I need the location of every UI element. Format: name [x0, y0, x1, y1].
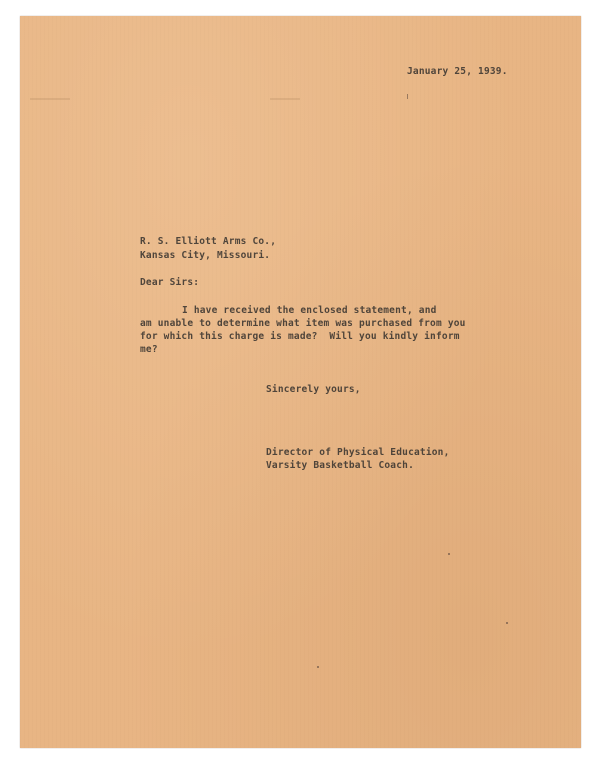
- letter-date: January 25, 1939.: [407, 66, 508, 77]
- body-line: me?: [140, 344, 158, 355]
- ink-speck: [407, 94, 408, 99]
- ink-speck: [317, 666, 319, 668]
- signature-title: Director of Physical Education,: [266, 447, 450, 458]
- recipient-name: R. S. Elliott Arms Co.,: [140, 236, 277, 247]
- ink-speck: [448, 553, 450, 555]
- faint-bleed-mark: [270, 98, 300, 100]
- ink-speck: [506, 622, 508, 624]
- letter-page: [20, 16, 581, 748]
- signature-role: Varsity Basketball Coach.: [266, 460, 414, 471]
- closing: Sincerely yours,: [266, 384, 361, 395]
- salutation: Dear Sirs:: [140, 277, 200, 288]
- body-line: I have received the enclosed statement, and: [182, 305, 437, 316]
- faint-bleed-mark: [30, 98, 70, 100]
- body-line: for which this charge is made? Will you kindly inform: [140, 331, 460, 342]
- recipient-location: Kansas City, Missouri.: [140, 250, 271, 261]
- body-line: am unable to determine what item was purchased from you: [140, 318, 466, 329]
